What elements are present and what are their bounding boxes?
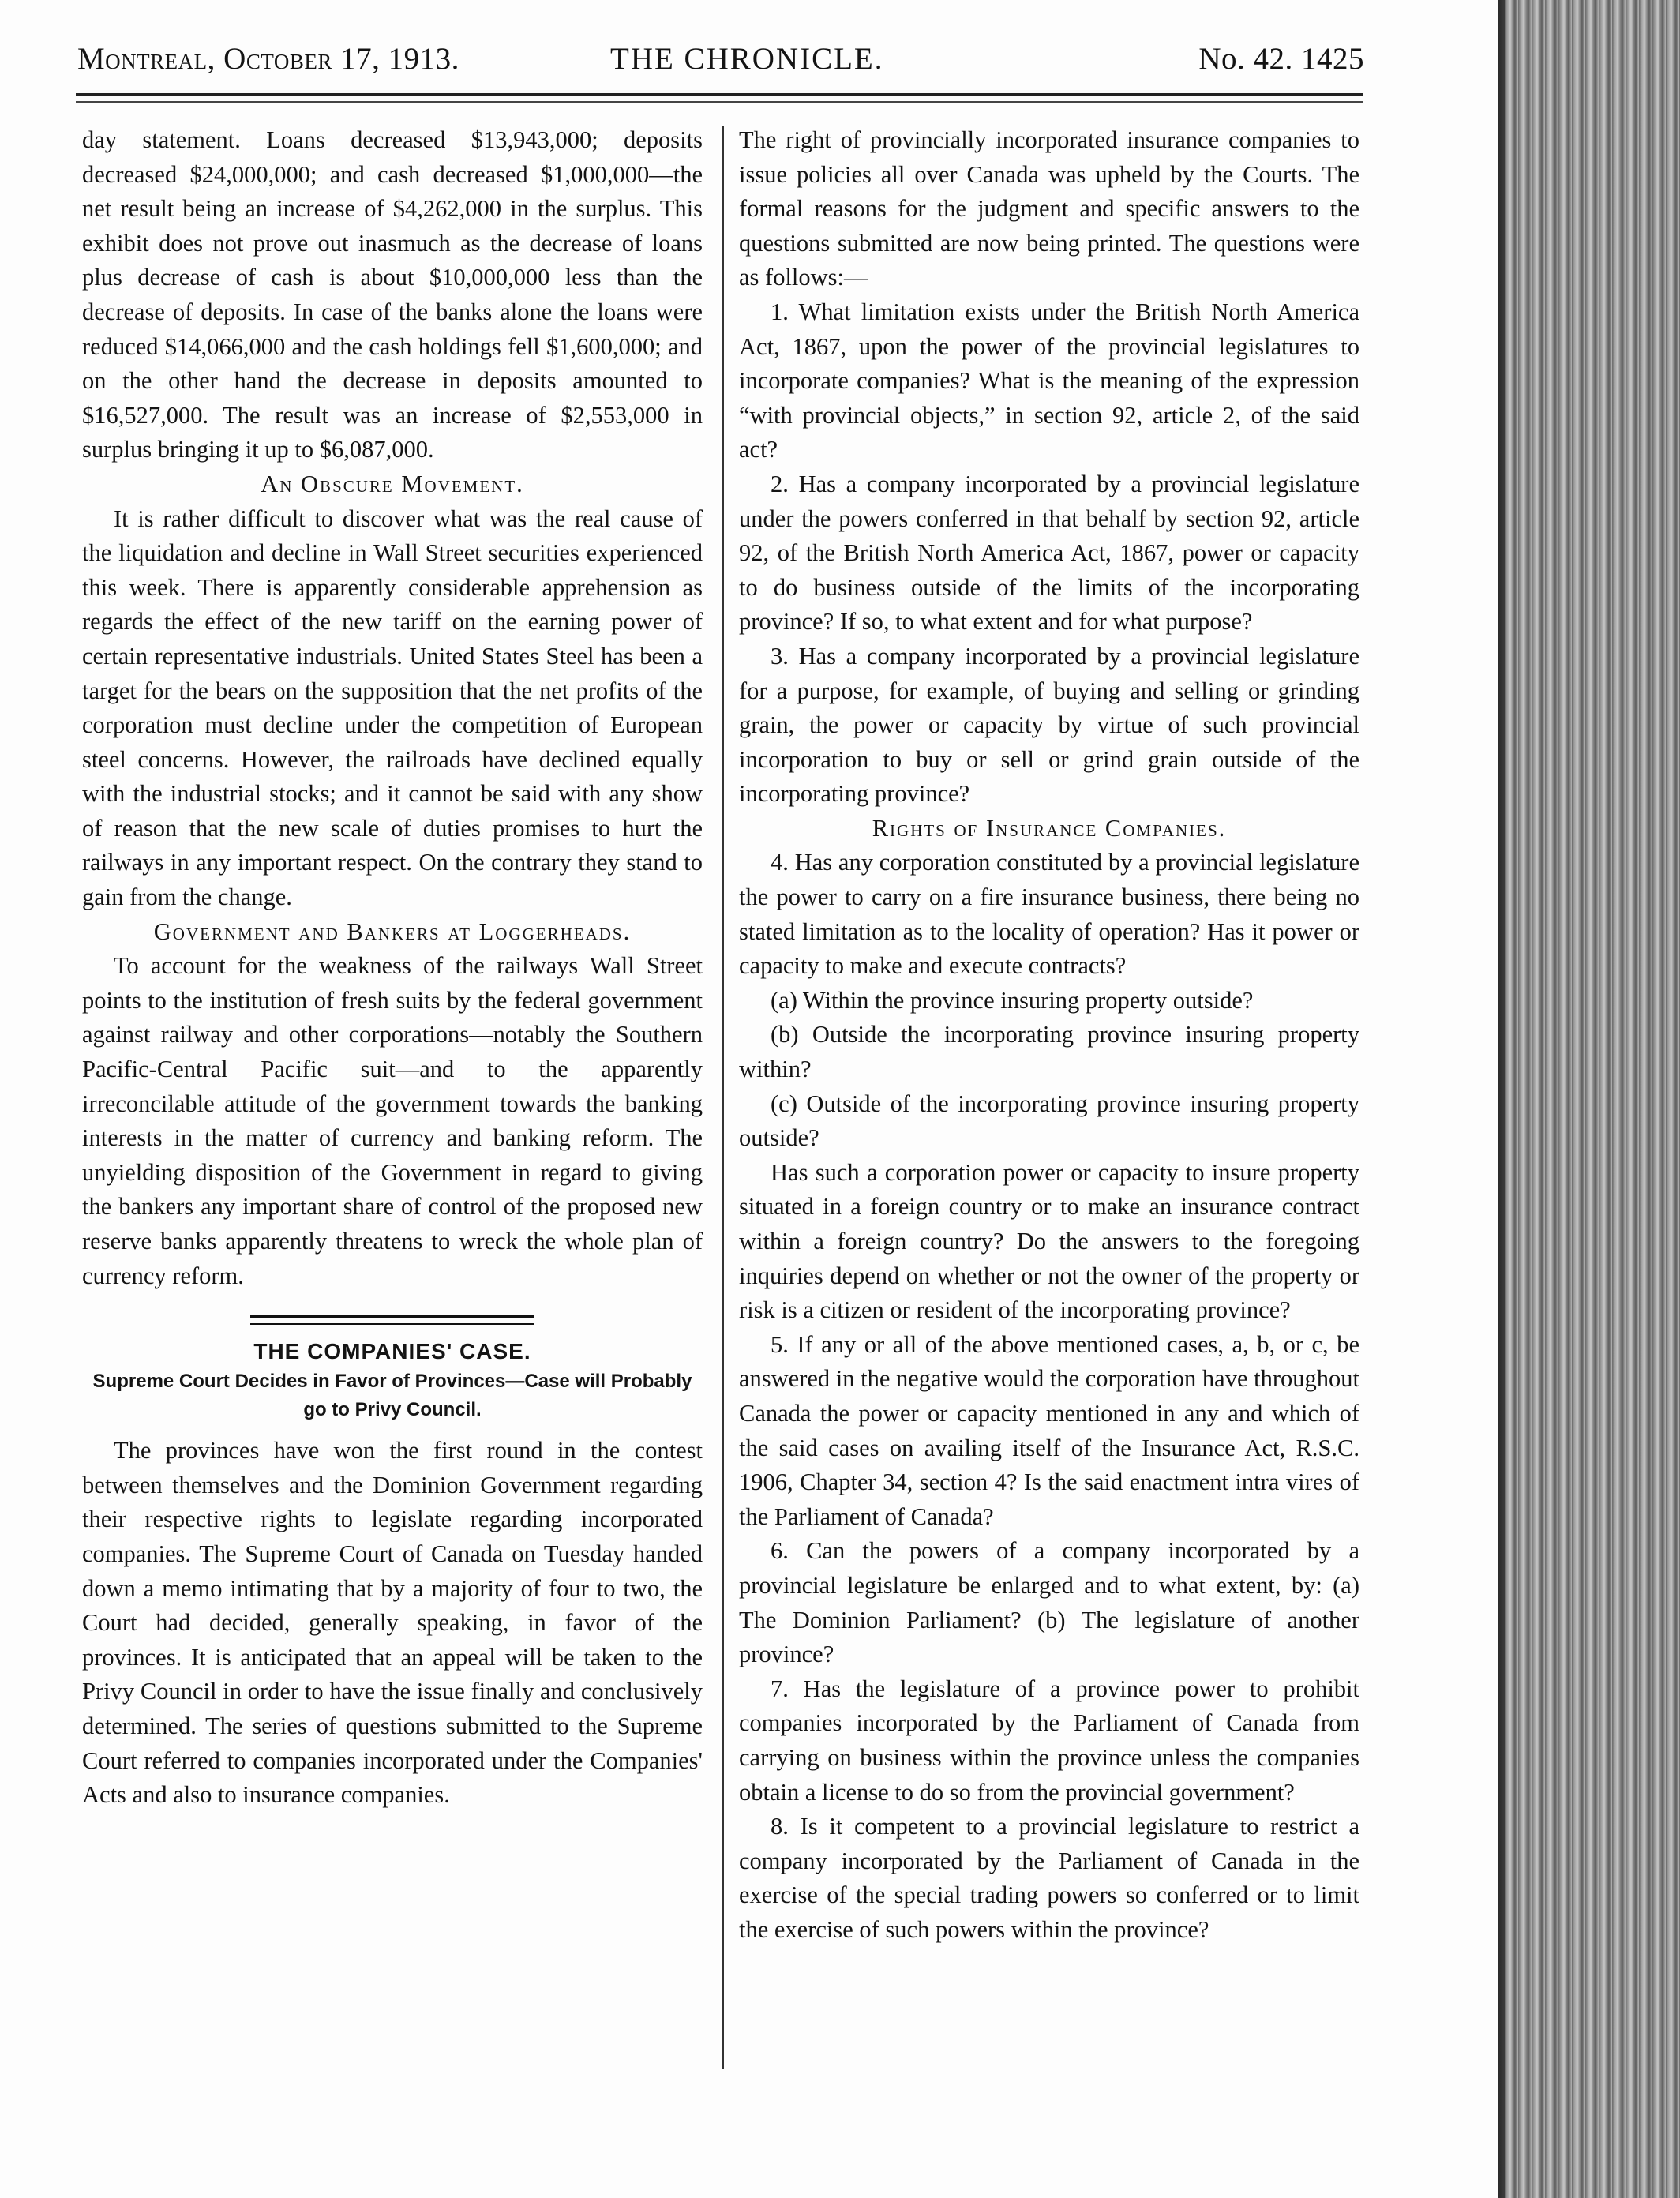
header-issue-page: No. 42. 1425 <box>1198 42 1364 76</box>
article-separator <box>250 1315 534 1325</box>
question-6: 6. Can the powers of a company incorporated by a provincial legislature be enlarged and to what extent, by: (a) The Dominion Parliament? (b) The legislature of another province? <box>739 1537 1359 1668</box>
subheading-obscure-movement: An Obscure Movement. <box>261 470 524 497</box>
question-4b: (b) Outside the incorporating province insuring property within? <box>739 1021 1359 1083</box>
question-5: 5. If any or all of the above mentioned cases, a, b, or c, be answered in the negative would the corporation have throughout Canada the power or capacity mentioned in any and which of the said cases on availing itself of the Insurance Act, R.S.C. 1906, Chapter 34, section 4? Is the said enactment intra vires of the Parliament of Canada? <box>739 1330 1359 1530</box>
subheading-insurance-rights: Rights of Insurance Companies. <box>872 814 1227 842</box>
subheading-government-bankers: Government and Bankers at Loggerheads. <box>153 917 632 945</box>
question-4c: (c) Outside of the incorporating province insuring property outside? <box>739 1090 1359 1152</box>
header-rule <box>76 93 1363 96</box>
paragraph-railways: To account for the weakness of the railways Wall Street points to the institution of fresh suits by the federal government against railway and other corporations—notably the Southern Pacific-Central Pacific suit—and to the apparently irreconcilable attitude of the government towards the banking interests in the matter of currency and banking reform. The unyielding disposition of the Government in regard to giving the bankers any important share of control of the proposed new reserve banks apparently threatens to wreck the whole plan of currency reform. <box>82 952 703 1289</box>
book-page-edges <box>1505 0 1680 2198</box>
left-column <box>82 123 703 1813</box>
paragraph-companies-case: The provinces have won the first round in the contest between themselves and the Dominion Government regarding their respective rights to legislate regarding incorporated companies. The Supreme Court of Canada on Tuesday handed down a memo intimating that by a majority of four to two, the Court had decided, generally speaking, in favor of the provinces. It is anticipated that an appeal will be taken to the Privy Council in order to have the issue finally and conclusively determined. The series of questions submitted to the Supreme Court referred to companies incorporated under the Companies' Acts and also to insurance companies. <box>82 1437 703 1809</box>
paragraph-bank-statement: day statement. Loans decreased $13,943,000; deposits decreased $24,000,000; and cash decreased $1,000,000—the net result being an increase of $4,262,000 in the surplus. This exhibit does not prove out inasmuch as the decrease of loans plus decrease of cash is about $10,000,000 less than the decrease of deposits. In case of the banks alone the loans were reduced $14,066,000 and the cash holdings fell $1,600,000; and on the other hand the decrease in deposits amounted to $16,527,000. The result was an increase of $2,553,000 in surplus bringing it up to $6,087,000. <box>82 126 703 463</box>
question-4: 4. Has any corporation constituted by a provincial legislature the power to carry on a fire insurance business, there being no stated limitation as to the locality of operation? Has it power or capacity to make and execute contracts? <box>739 849 1359 980</box>
paragraph-wall-street: It is rather difficult to discover what was the real cause of the liquidation and decline in Wall Street securities experienced this week. There is apparently considerable apprehension as regards the effect of the new tariff on the earning power of certain representative industrials. United States Steel has been a target for the bears on the supposition that the net profits of the corporation must decline under the competition of European steel concerns. However, the railroads have declined equally with the industrial stocks; and it cannot be said with any show of reason that the new scale of duties promises to hurt the railways in any important respect. On the contrary they stand to gain from the change. <box>82 504 703 911</box>
paragraph-insurance-upheld: The right of provincially incorporated insurance companies to issue policies all over Canada was upheld by the Courts. The formal reasons for the judgment and specific answers to the questions submitted are now being printed. The questions were as follows:— <box>739 126 1359 291</box>
question-2: 2. Has a company incorporated by a provincial legislature under the powers conferred in that behalf by section 92, article 92, of the British North America Act, 1867, power or capacity to do business outside of the limits of the incorporating province? If so, to what extent and for what purpose? <box>739 470 1359 636</box>
header-rule-secondary <box>76 101 1363 103</box>
question-1: 1. What limitation exists under the British North America Act, 1867, upon the power of the provincial legislatures to incorporate companies? What is the meaning of the expression “with provincial objects,” in section 92, article 2, of the said act? <box>739 298 1359 463</box>
question-7: 7. Has the legislature of a province power to prohibit companies incorporated by the Parliament of Canada from carrying on business within the province unless the companies obtain a license to do so from the provincial government? <box>739 1675 1359 1806</box>
header-dateline: Montreal, October 17, 1913. <box>77 42 459 76</box>
question-4-followup: Has such a corporation power or capacity to insure property situated in a foreign country or to make an insurance contract within a foreign country? Do the answers to the foregoing inquiries depend on whether or not the owner of the property or risk is a citizen or resident of the incorporating province? <box>739 1158 1359 1324</box>
header-masthead: THE CHRONICLE. <box>610 42 884 76</box>
question-8: 8. Is it competent to a provincial legislature to restrict a company incorporated by the Parliament of Canada in the exercise of the special trading powers so conferred or to limit the exercise of such powers within the province? <box>739 1813 1359 1943</box>
column-divider <box>722 126 724 2069</box>
right-column <box>739 123 1359 1947</box>
article-deck: Supreme Court Decides in Favor of Provinces—Case will Probably go to Privy Council. <box>92 1371 692 1421</box>
question-3: 3. Has a company incorporated by a provincial legislature for a purpose, for example, of buying and selling or grinding grain, the power or capacity by virtue of such provincial incorporation to buy or sell or grind grain outside of the incorporating province? <box>739 642 1359 808</box>
question-4a: (a) Within the province insuring property outside? <box>771 986 1254 1014</box>
page-header <box>77 41 1364 88</box>
article-title: THE COMPANIES' CASE. <box>253 1339 531 1364</box>
